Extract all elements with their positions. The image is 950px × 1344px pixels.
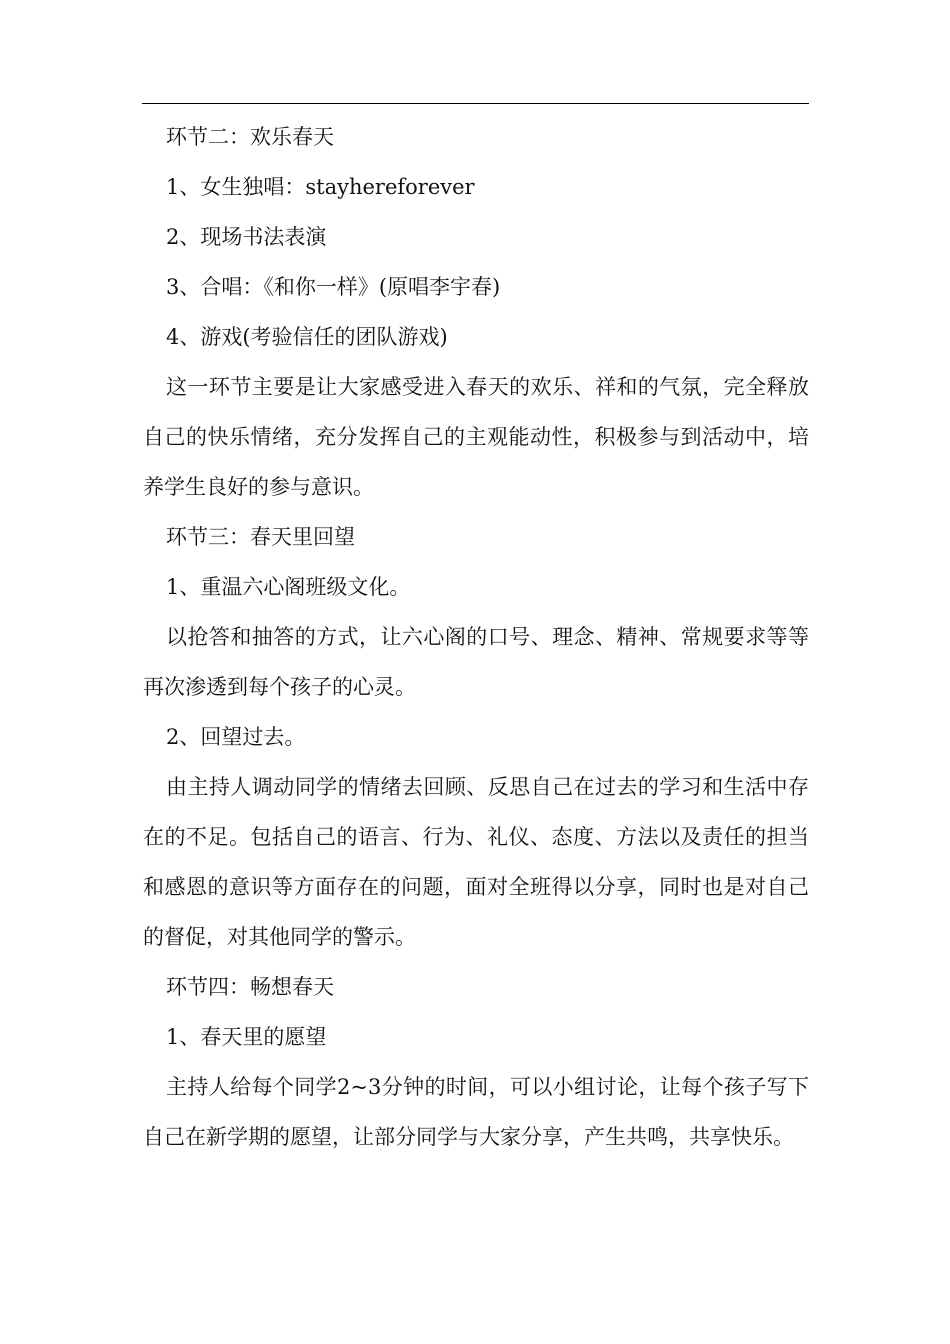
body-paragraph: 以抢答和抽答的方式，让六心阁的口号、理念、精神、常规要求等等再次渗透到每个孩子的心灵。 [143,625,809,699]
header-rule [142,103,809,104]
list-item: 1、春天里的愿望 [166,1025,327,1049]
body-paragraph: 由主持人调动同学的情绪去回顾、反思自己在过去的学习和生活中存在的不足。包括自己的语言、行为、礼仪、态度、方法以及责任的担当和感恩的意识等方面存在的问题，面对全班得以分享，同时也是对自己的督促，对其他同学的警示。 [143,775,809,949]
list-item: 4、游戏(考验信任的团队游戏) [166,325,448,349]
list-item: 1、女生独唱：stayhereforever [166,175,475,199]
list-item: 3、合唱：《和你一样》(原唱李宇春) [166,275,501,299]
section-heading-3: 环节三：春天里回望 [166,525,355,549]
section-heading-2: 环节二：欢乐春天 [166,125,334,149]
document-body [143,112,809,1162]
body-paragraph: 主持人给每个同学2~3分钟的时间，可以小组讨论，让每个孩子写下自己在新学期的愿望，让部分同学与大家分享，产生共鸣，共享快乐。 [143,1075,809,1149]
body-paragraph: 这一环节主要是让大家感受进入春天的欢乐、祥和的气氛，完全释放自己的快乐情绪，充分发挥自己的主观能动性，积极参与到活动中，培养学生良好的参与意识。 [143,375,809,499]
list-item: 1、重温六心阁班级文化。 [166,575,411,599]
section-heading-4: 环节四：畅想春天 [166,975,334,999]
list-item: 2、回望过去。 [166,725,306,749]
list-item: 2、现场书法表演 [166,225,327,249]
